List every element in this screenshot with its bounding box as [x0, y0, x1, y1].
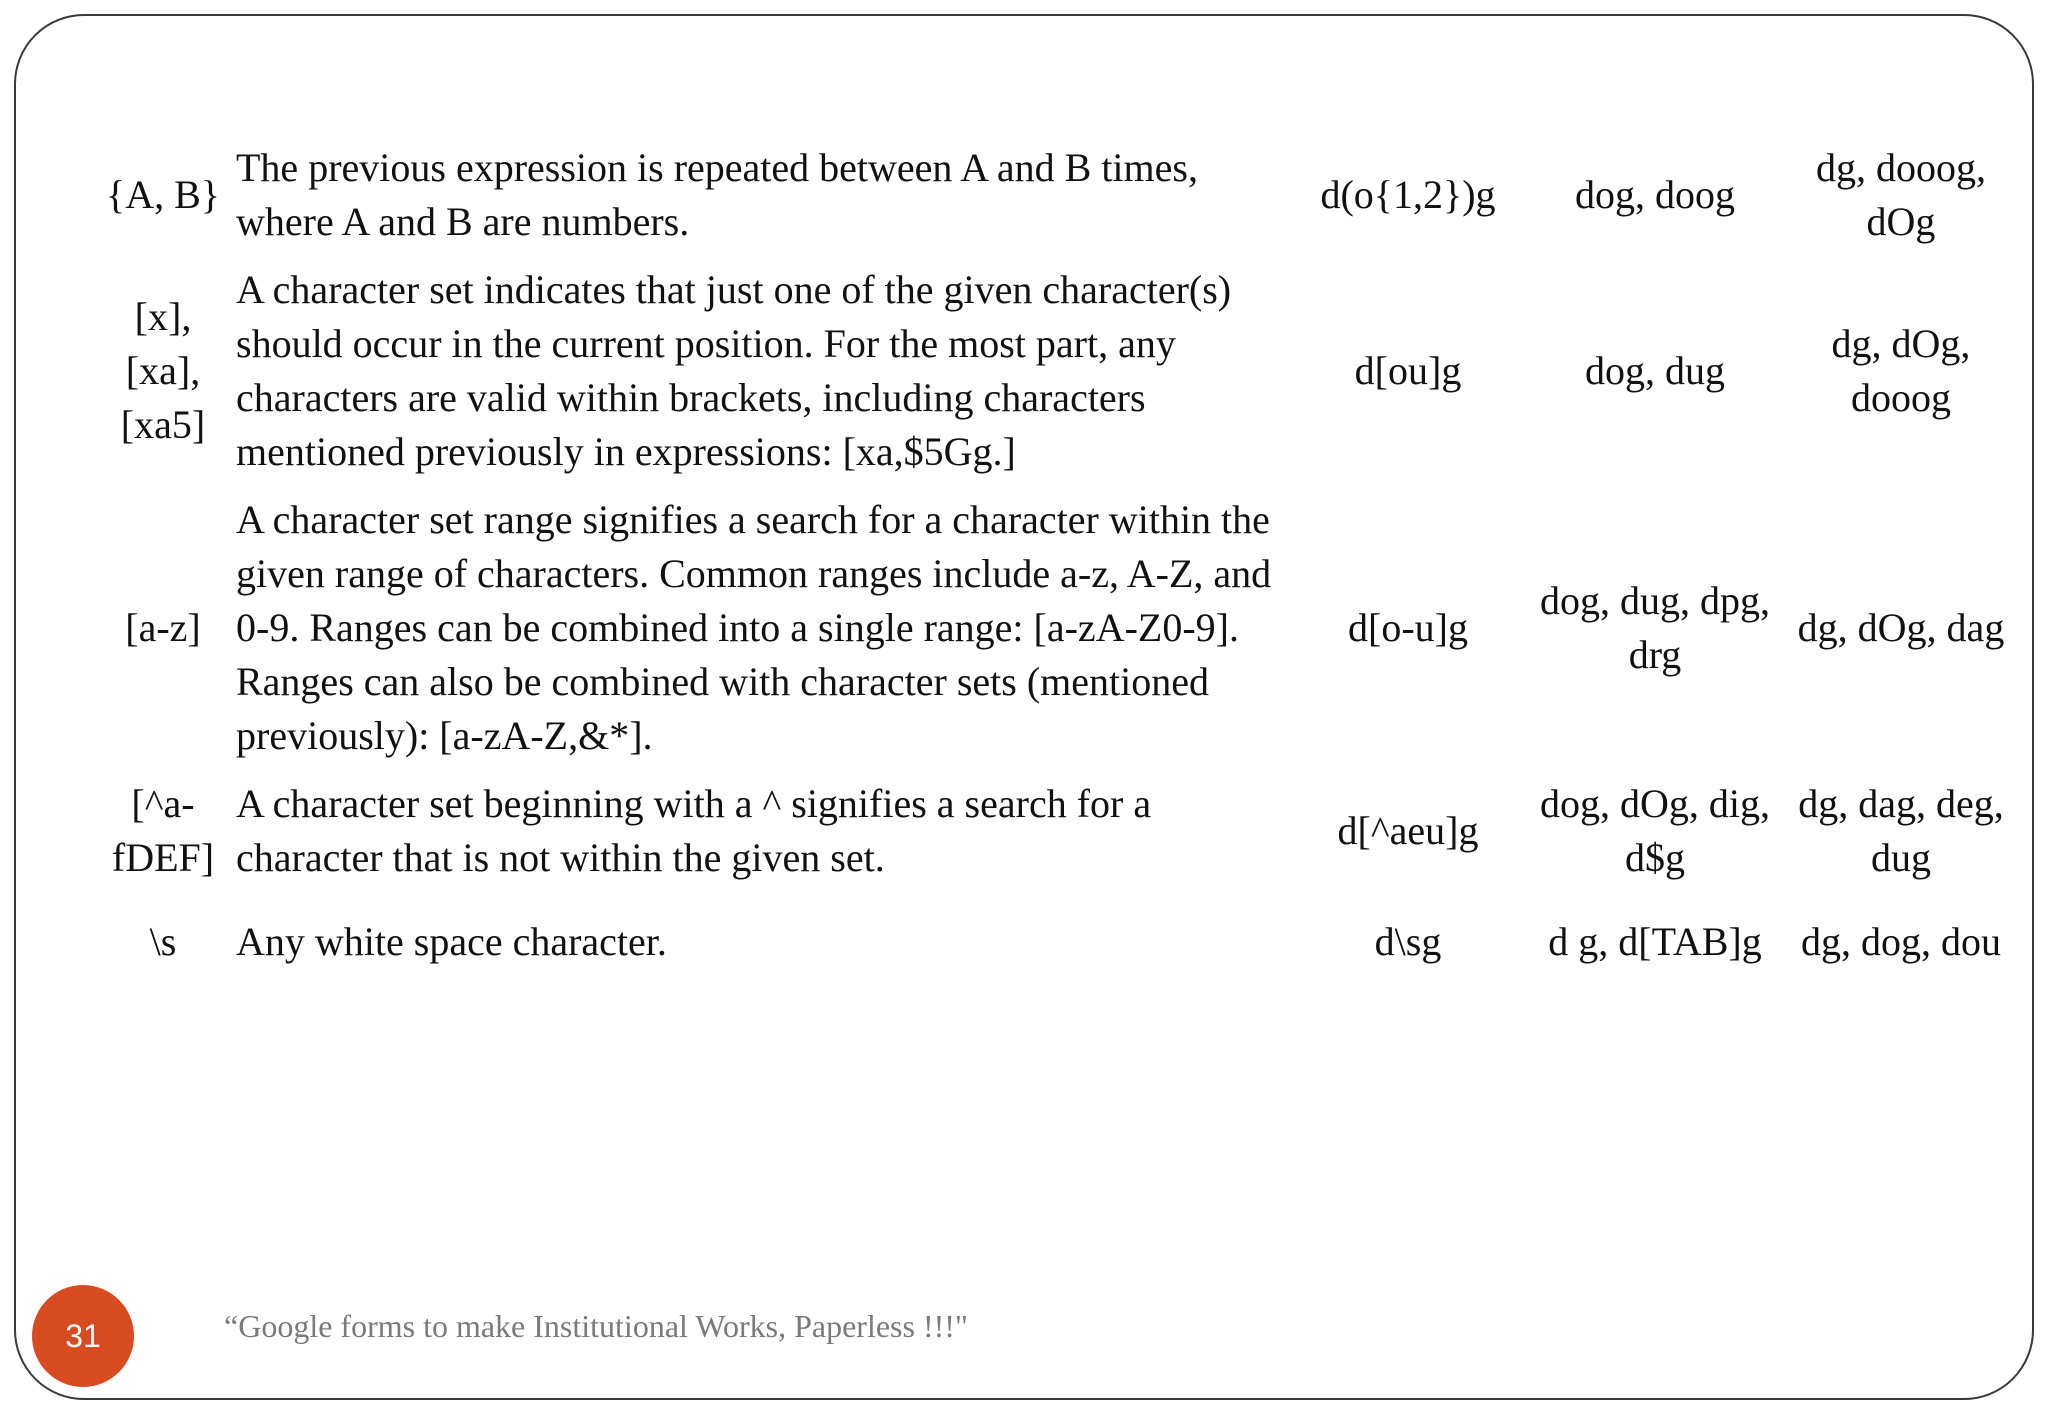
expression-cell: \s — [149, 919, 177, 964]
non-matches-cell: dg, dag, deg, dug — [1798, 781, 2004, 880]
description-cell: The previous expression is repeated between A and B times, where A and B are numbers. — [236, 145, 1198, 244]
example-cell: d\sg — [1374, 919, 1442, 964]
regex-table — [96, 134, 2024, 992]
expression-cell: [a-z] — [125, 605, 201, 650]
non-matches-cell: dg, dog, dou — [1801, 919, 2001, 964]
table-row — [96, 892, 2024, 992]
example-cell: d[^aeu]g — [1337, 808, 1479, 853]
non-matches-cell: dg, dOg, dag — [1797, 605, 2005, 650]
expression-cell: [x], [xa], [xa5] — [120, 294, 206, 447]
matches-cell: dog, doog — [1575, 172, 1735, 217]
table-row — [96, 486, 2024, 770]
description-cell: A character set beginning with a ^ signifies a search for a character that is not within the given set. — [236, 781, 1152, 880]
footer-note: “Google forms to make Institutional Works, Paperless !!!" — [224, 1308, 968, 1344]
table-row — [96, 256, 2024, 486]
example-cell: d[ou]g — [1354, 348, 1462, 393]
description-cell: A character set range signifies a search for a character within the given range of characters. Common ranges include a-z, A-Z, and 0-9. Ranges can be combined into a single range: [a-zA-Z0-9]. Ranges can also be combined with character sets (mentioned previously): [a-zA-Z,&*]. — [236, 497, 1272, 758]
example-cell: d(o{1,2})g — [1320, 172, 1496, 217]
matches-cell: d g, d[TAB]g — [1548, 919, 1762, 964]
description-cell: Any white space character. — [236, 919, 667, 964]
non-matches-cell: dg, dOg, dooog — [1831, 321, 1971, 420]
matches-cell: dog, dug, dpg, drg — [1540, 578, 1770, 677]
table-row — [96, 770, 2024, 892]
example-cell: d[o-u]g — [1348, 605, 1468, 650]
table-row — [96, 134, 2024, 256]
expression-cell: {A, B} — [106, 172, 220, 217]
expression-cell: [^a-fDEF] — [111, 781, 215, 880]
page-number-badge: 31 — [32, 1285, 134, 1387]
description-cell: A character set indicates that just one of the given character(s) should occur in the current position. For the most part, any characters are valid within brackets, including characters mentioned previously in expressions: [xa,$5Gg.] — [236, 267, 1232, 474]
matches-cell: dog, dOg, dig, d$g — [1540, 781, 1770, 880]
slide — [14, 14, 2034, 1400]
matches-cell: dog, dug — [1585, 348, 1725, 393]
non-matches-cell: dg, dooog, dOg — [1816, 145, 1986, 244]
